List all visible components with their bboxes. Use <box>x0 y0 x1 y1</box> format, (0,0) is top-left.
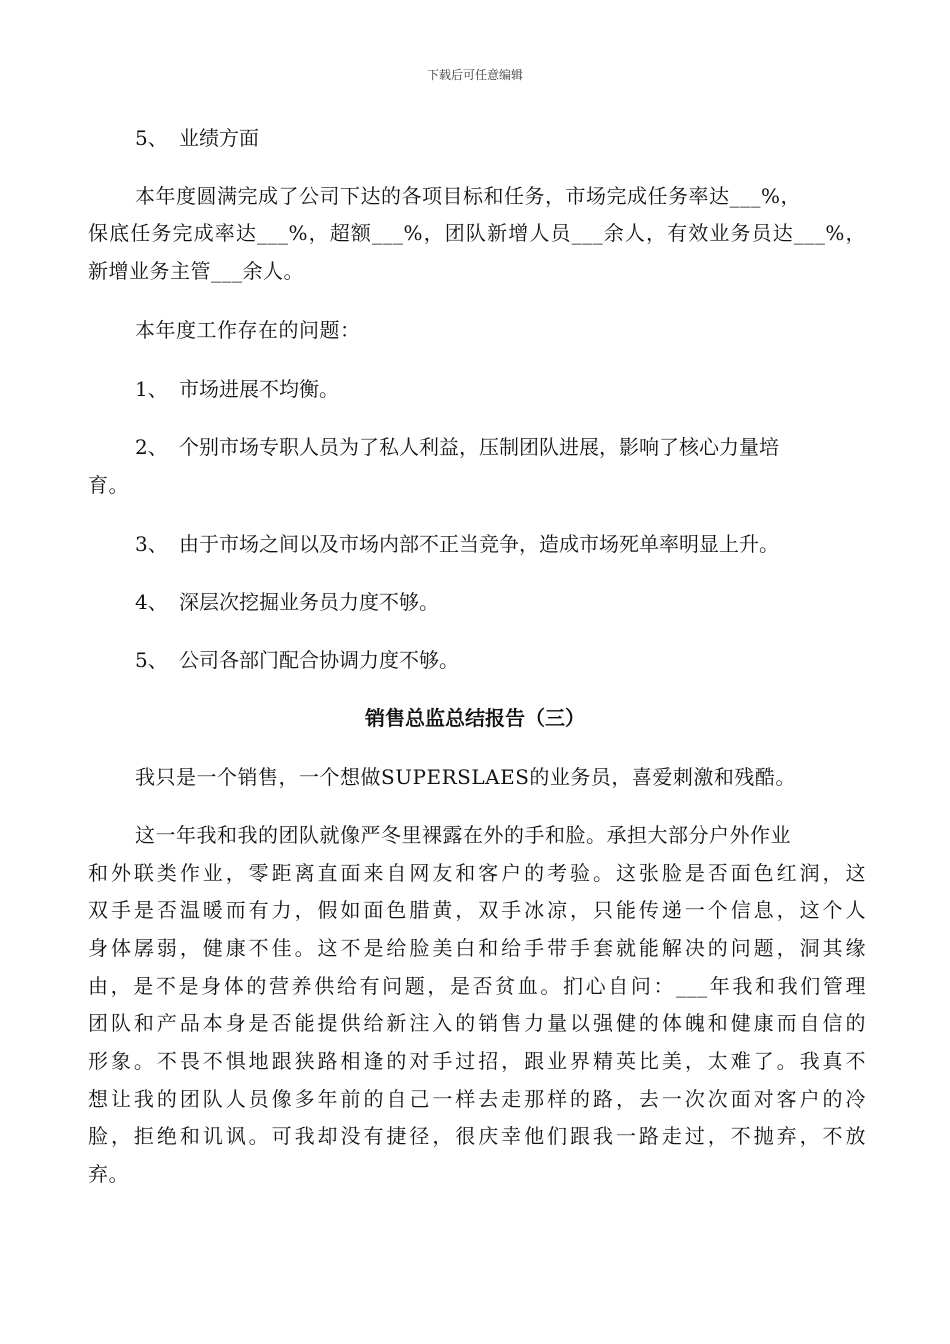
heading-number: 5、 <box>135 126 168 150</box>
list-text: 深层次挖掘业务员力度不够。 <box>179 590 439 614</box>
list-item-continuation: 育。 <box>88 473 129 497</box>
list-item <box>135 590 439 614</box>
list-number: 3、 <box>135 532 168 556</box>
paragraph-line: 形象。不畏不惧地跟狭路相逢的对手过招，跟业界精英比美，太难了。我真不 <box>88 1049 866 1073</box>
paragraph-line: 本年度圆满完成了公司下达的各项目标和任务，市场完成任务率达___%， <box>135 184 802 208</box>
paragraph-line: 保底任务完成率达___%，超额___%，团队新增人员___余人，有效业务员达___%， <box>88 221 866 245</box>
list-number: 5、 <box>135 648 168 672</box>
list-number: 4、 <box>135 590 168 614</box>
list-item <box>135 435 779 459</box>
paragraph-line: 双手是否温暖而有力，假如面色腊黄，双手冰凉，只能传递一个信息，这个人 <box>88 898 866 922</box>
section-title: 销售总监总结报告（三） <box>365 706 585 730</box>
paragraph-line: 想让我的团队人员像多年前的自己一样去走那样的路，去一次次面对客户的冷 <box>88 1087 866 1111</box>
paragraph-line: 这一年我和我的团队就像严冬里裸露在外的手和脸。承担大部分户外作业 <box>135 823 791 847</box>
paragraph-line: 团队和产品本身是否能提供给新注入的销售力量以强健的体魄和健康而自信的 <box>88 1011 866 1035</box>
section-heading <box>135 126 259 150</box>
intro-paragraph: 我只是一个销售，一个想做SUPERSLAES的业务员，喜爱刺激和残酷。 <box>135 765 796 789</box>
list-item <box>135 532 779 556</box>
list-number: 2、 <box>135 435 168 459</box>
paragraph-line: 新增业务主管___余人。 <box>88 259 304 283</box>
list-text: 市场进展不均衡。 <box>179 377 339 401</box>
problems-intro: 本年度工作存在的问题： <box>135 318 361 342</box>
page-header-note: 下载后可任意编辑 <box>426 68 523 82</box>
list-item <box>135 377 339 401</box>
paragraph-line: 弃。 <box>88 1162 129 1186</box>
list-item <box>135 648 459 672</box>
list-number: 1、 <box>135 377 168 401</box>
list-text: 个别市场专职人员为了私人利益，压制团队进展，影响了核心力量培 <box>179 435 779 459</box>
list-text: 由于市场之间以及市场内部不正当竞争，造成市场死单率明显上升。 <box>179 532 779 556</box>
paragraph-line: 由，是不是身体的营养供给有问题，是否贫血。扪心自问：___年我和我们管理 <box>88 974 866 998</box>
paragraph-line: 身体孱弱，健康不佳。这不是给脸美白和给手带手套就能解决的问题，洞其缘 <box>88 936 866 960</box>
heading-text: 业绩方面 <box>179 126 259 150</box>
paragraph-line: 脸，拒绝和讥讽。可我却没有捷径，很庆幸他们跟我一路走过，不抛弃，不放 <box>88 1124 866 1148</box>
paragraph-line: 和外联类作业，零距离直面来自网友和客户的考验。这张脸是否面色红润，这 <box>88 861 866 885</box>
list-text: 公司各部门配合协调力度不够。 <box>179 648 459 672</box>
